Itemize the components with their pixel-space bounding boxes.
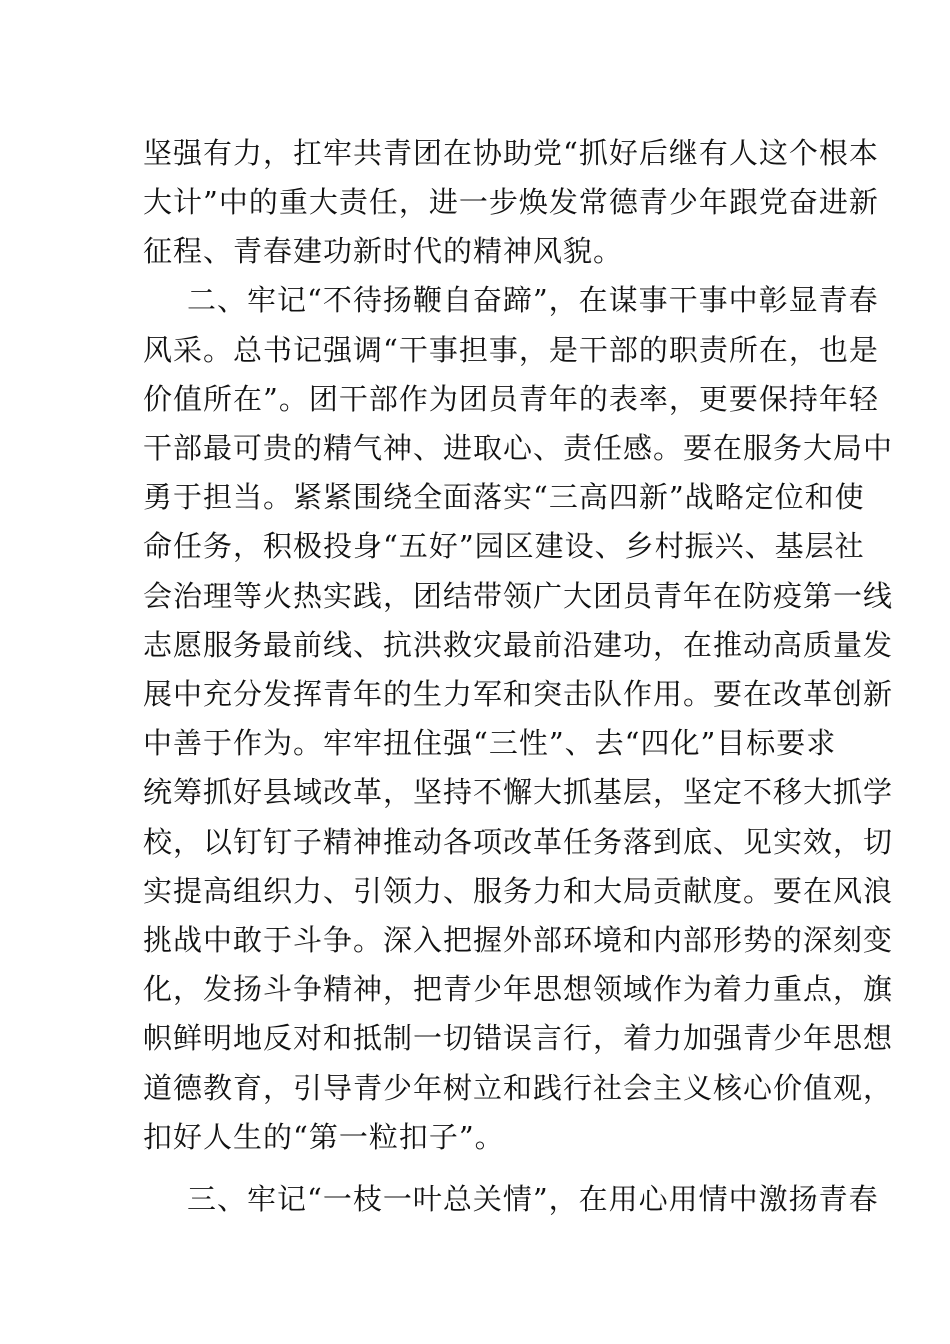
text-line: 扣好人生的“第一粒扣子”。 bbox=[143, 1120, 505, 1154]
text-line: 坚强有力，扛牢共青团在协助党“抓好后继有人这个根本 bbox=[143, 136, 879, 170]
text-line: 大计”中的重大责任，进一步焕发常德青少年跟党奋进新 bbox=[143, 185, 879, 219]
text-line: 实提高组织力、引领力、服务力和大局贡献度。要在风浪 bbox=[143, 874, 894, 908]
text-line: 命任务，积极投身“五好”园区建设、乡村振兴、基层社 bbox=[143, 529, 865, 563]
text-line: 志愿服务最前线、抗洪救灾最前沿建功，在推动高质量发 bbox=[143, 628, 894, 662]
text-line: 勇于担当。紧紧围绕全面落实“三高四新”战略定位和使 bbox=[143, 480, 865, 514]
text-line: 道德教育，引导青少年树立和践行社会主义核心价值观， bbox=[143, 1071, 894, 1105]
text-line: 会治理等火热实践，团结带领广大团员青年在防疫第一线 bbox=[143, 579, 894, 613]
text-line: 统筹抓好县域改革，坚持不懈大抓基层，坚定不移大抓学 bbox=[143, 775, 894, 809]
text-line: 化，发扬斗争精神，把青少年思想领域作为着力重点，旗 bbox=[143, 972, 894, 1006]
text-line: 展中充分发挥青年的生力军和突击队作用。要在改革创新 bbox=[143, 677, 894, 711]
text-line: 风采。总书记强调“干事担事，是干部的职责所在，也是 bbox=[143, 333, 879, 367]
text-line: 干部最可贵的精气神、进取心、责任感。要在服务大局中 bbox=[143, 431, 894, 465]
text-line: 校，以钉钉子精神推动各项改革任务落到底、见实效，切 bbox=[143, 825, 894, 859]
text-line: 中善于作为。牢牢扭住强“三性”、去“四化”目标要求 bbox=[143, 726, 837, 760]
text-line: 价值所在”。团干部作为团员青年的表率，更要保持年轻 bbox=[143, 382, 879, 416]
text-line: 帜鲜明地反对和抵制一切错误言行，着力加强青少年思想 bbox=[143, 1021, 894, 1055]
text-line: 挑战中敢于斗争。深入把握外部环境和内部形势的深刻变 bbox=[143, 923, 894, 957]
section-heading-line: 三、牢记“一枝一叶总关情”，在用心用情中激扬青春 bbox=[187, 1182, 879, 1216]
text-line: 征程、青春建功新时代的精神风貌。 bbox=[143, 234, 624, 268]
section-heading-line: 二、牢记“不待扬鞭自奋蹄”，在谋事干事中彰显青春 bbox=[187, 283, 879, 317]
